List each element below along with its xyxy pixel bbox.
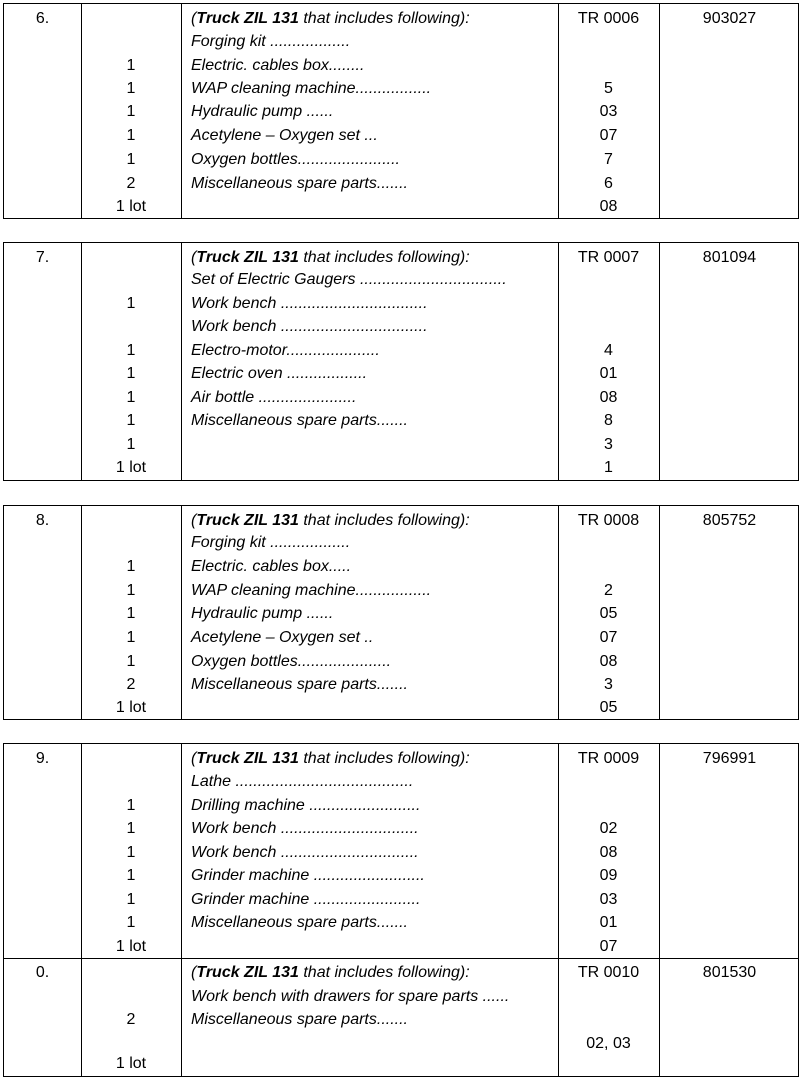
code-cell: 07 — [599, 127, 618, 144]
item-code: TR 0008 — [577, 512, 640, 529]
qty-cell: 1 — [126, 342, 136, 359]
qty-cell: 2 — [126, 1011, 136, 1028]
qty-cell: 1 lot — [115, 1055, 147, 1072]
qty-cell: 1 — [126, 365, 136, 382]
code-cell: 01 — [599, 914, 618, 931]
qty-cell: 1 — [126, 867, 136, 884]
qty-cell: 1 lot — [115, 699, 147, 716]
item-code: TR 0009 — [577, 750, 640, 767]
desc-line: Acetylene – Oxygen set .. — [191, 629, 374, 646]
code-cell: 09 — [599, 867, 618, 884]
code-cell: 05 — [599, 605, 618, 622]
item-serial: 801094 — [702, 249, 757, 266]
item-header: (Truck ZIL 131 that includes following): — [191, 512, 470, 529]
desc-line: Work bench ............................... — [191, 844, 419, 861]
item-number: 7. — [35, 249, 50, 266]
desc-line: Forging kit .................. — [191, 33, 351, 50]
qty-cell: 1 lot — [115, 198, 147, 215]
code-cell: 7 — [604, 151, 613, 168]
desc-line: Work bench with drawers for spare parts ...... — [191, 988, 510, 1005]
qty-cell: 1 lot — [115, 938, 147, 955]
item-serial: 903027 — [702, 10, 757, 27]
desc-line: Air bottle ...................... — [191, 389, 357, 406]
qty-cell: 1 — [126, 151, 136, 168]
desc-line: Work bench ................................. — [191, 318, 428, 335]
qty-cell: 1 — [126, 629, 136, 646]
code-cell: 08 — [599, 389, 618, 406]
desc-line: Miscellaneous spare parts....... — [191, 1011, 408, 1028]
qty-cell: 1 — [126, 57, 136, 74]
desc-line: Forging kit .................. — [191, 534, 351, 551]
code-cell: 8 — [604, 412, 613, 429]
code-cell: 03 — [599, 891, 618, 908]
item-serial: 801530 — [702, 964, 757, 981]
code-cell: 3 — [604, 436, 613, 453]
qty-cell: 1 — [126, 605, 136, 622]
desc-line: Miscellaneous spare parts....... — [191, 914, 408, 931]
qty-cell: 1 — [126, 914, 136, 931]
qty-cell: 1 — [126, 127, 136, 144]
table-item-6 — [3, 3, 799, 219]
item-code: TR 0006 — [577, 10, 640, 27]
qty-cell: 1 — [126, 295, 136, 312]
desc-line: Miscellaneous spare parts....... — [191, 175, 408, 192]
desc-line: WAP cleaning machine................. — [191, 80, 432, 97]
qty-cell: 1 — [126, 558, 136, 575]
item-serial: 796991 — [702, 750, 757, 767]
code-cell: 2 — [604, 582, 613, 599]
item-number: 8. — [35, 512, 50, 529]
desc-line: Work bench ............................... — [191, 820, 419, 837]
qty-cell: 1 lot — [115, 459, 147, 476]
code-cell: 02 — [599, 820, 618, 837]
desc-line: Electric. cables box........ — [191, 57, 365, 74]
item-header: (Truck ZIL 131 that includes following): — [191, 10, 470, 27]
desc-line: Hydraulic pump ...... — [191, 605, 334, 622]
desc-line: Lathe ........................................ — [191, 773, 414, 790]
qty-cell: 1 — [126, 103, 136, 120]
code-cell: 1 — [604, 459, 613, 476]
desc-line: Miscellaneous spare parts....... — [191, 412, 408, 429]
qty-cell: 1 — [126, 412, 136, 429]
item-serial: 805752 — [702, 512, 757, 529]
code-cell: 3 — [604, 676, 613, 693]
desc-line: Acetylene – Oxygen set ... — [191, 127, 378, 144]
desc-line: Electro-motor..................... — [191, 342, 380, 359]
qty-cell: 1 — [126, 891, 136, 908]
desc-line: Grinder machine ......................... — [191, 867, 425, 884]
desc-line: Hydraulic pump ...... — [191, 103, 334, 120]
desc-line: Drilling machine ......................... — [191, 797, 421, 814]
item-header: (Truck ZIL 131 that includes following): — [191, 750, 470, 767]
code-cell: 6 — [604, 175, 613, 192]
desc-line: Electric oven .................. — [191, 365, 368, 382]
desc-line: Oxygen bottles..................... — [191, 653, 392, 670]
qty-cell: 1 — [126, 820, 136, 837]
code-cell: 02, 03 — [586, 1035, 631, 1052]
desc-line: WAP cleaning machine................. — [191, 582, 432, 599]
code-cell: 08 — [599, 653, 618, 670]
code-cell: 01 — [599, 365, 618, 382]
qty-cell: 1 — [126, 436, 136, 453]
desc-line: Miscellaneous spare parts....... — [191, 676, 408, 693]
code-cell: 08 — [599, 844, 618, 861]
code-cell: 08 — [599, 198, 618, 215]
desc-line: Electric. cables box..... — [191, 558, 352, 575]
table-item-8 — [3, 505, 799, 720]
qty-cell: 1 — [126, 389, 136, 406]
code-cell: 03 — [599, 103, 618, 120]
qty-cell: 2 — [126, 175, 136, 192]
qty-cell: 1 — [126, 844, 136, 861]
desc-line: Grinder machine ........................ — [191, 891, 421, 908]
desc-line: Set of Electric Gaugers ................................. — [191, 271, 507, 288]
qty-cell: 1 — [126, 797, 136, 814]
item-code: TR 0010 — [577, 964, 640, 981]
item-header: (Truck ZIL 131 that includes following): — [191, 964, 470, 981]
row-divider — [4, 958, 798, 959]
code-cell: 07 — [599, 938, 618, 955]
item-code: TR 0007 — [577, 249, 640, 266]
code-cell: 5 — [604, 80, 613, 97]
table-item-9-10 — [3, 743, 799, 1077]
qty-cell: 1 — [126, 80, 136, 97]
item-number: 0. — [35, 964, 50, 981]
qty-cell: 2 — [126, 676, 136, 693]
desc-line: Oxygen bottles....................... — [191, 151, 400, 168]
desc-line: Work bench ................................. — [191, 295, 428, 312]
code-cell: 05 — [599, 699, 618, 716]
code-cell: 4 — [604, 342, 613, 359]
qty-cell: 1 — [126, 582, 136, 599]
item-header: (Truck ZIL 131 that includes following): — [191, 249, 470, 266]
code-cell: 07 — [599, 629, 618, 646]
item-number: 9. — [35, 750, 50, 767]
item-number: 6. — [35, 10, 50, 27]
table-item-7 — [3, 242, 799, 481]
qty-cell: 1 — [126, 653, 136, 670]
